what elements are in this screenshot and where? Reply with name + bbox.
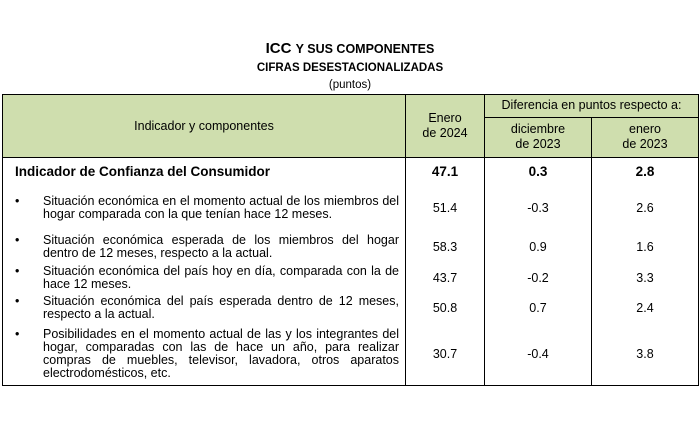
row-diff-enero: 3.3 [592, 263, 699, 293]
table-row [3, 231, 699, 263]
row-value: 43.7 [406, 263, 485, 293]
title-main: ICC [265, 40, 292, 57]
row-value: 58.3 [406, 231, 485, 263]
row-value: 30.7 [406, 323, 485, 386]
header-diciembre-2023 [485, 117, 592, 157]
row-label-text: Situación económica del país hoy en día, comparada con la de hace 12 meses. [43, 264, 399, 291]
table-row [3, 293, 699, 323]
header-diciembre-line1: diciembre [510, 122, 566, 137]
row-label-text: Situación económica en el momento actual de los miembros del hogar comparada con la que tenían hace 12 meses. [43, 194, 399, 221]
header-diciembre-line2: de 2023 [515, 137, 561, 152]
row-diff-enero: 2.8 [592, 158, 699, 186]
row-label [3, 231, 406, 263]
row-diff-diciembre: 0.7 [485, 293, 592, 323]
row-label [3, 185, 406, 231]
row-diff-enero: 2.6 [592, 185, 699, 231]
header-indicator: Indicador y componentes [3, 95, 406, 158]
table-subtitle: CIFRAS DESESTACIONALIZADAS [256, 62, 444, 74]
header-enero-2023 [592, 117, 699, 157]
header-enero-2024-line2: de 2024 [422, 126, 468, 140]
table-title [0, 40, 700, 57]
row-label [3, 323, 406, 386]
row-diff-diciembre: -0.4 [485, 323, 592, 386]
header-enero-2024 [406, 95, 485, 158]
row-diff-diciembre: -0.3 [485, 185, 592, 231]
bullet-icon: • [15, 327, 20, 341]
row-label: Indicador de Confianza del Consumidor [3, 158, 406, 186]
table-units: (puntos) [328, 79, 372, 91]
table-row [3, 263, 699, 293]
header-enero-2024-line1: Enero [428, 111, 462, 125]
icc-table [2, 94, 699, 386]
row-value: 51.4 [406, 185, 485, 231]
row-label [3, 263, 406, 293]
row-diff-enero: 2.4 [592, 293, 699, 323]
table-row [3, 323, 699, 386]
table-row [3, 185, 699, 231]
bullet-icon: • [15, 194, 20, 208]
row-diff-diciembre: 0.9 [485, 231, 592, 263]
bullet-icon: • [15, 233, 20, 247]
row-label-text: Situación económica del país esperada dentro de 12 meses, respecto a la actual. [43, 294, 399, 321]
table-row-icc [3, 158, 699, 186]
bullet-icon: • [15, 264, 20, 278]
header-enero-2023-line1: enero [629, 122, 661, 137]
header-enero-2023-line2: de 2023 [622, 137, 668, 152]
row-label-text: Situación económica esperada de los miembros del hogar dentro de 12 meses, respecto a la actual. [43, 233, 399, 260]
row-diff-enero: 3.8 [592, 323, 699, 386]
bullet-icon: • [15, 294, 20, 308]
row-label-text: Posibilidades en el momento actual de las y los integrantes del hogar, comparadas con las de hace un año, para realizar compras de muebles, televisor, lavadora, otros aparatos electrodomésticos, etc. [43, 327, 399, 380]
title-rest: Y SUS COMPONENTES [295, 42, 435, 56]
row-value: 50.8 [406, 293, 485, 323]
header-diferencia: Diferencia en puntos respecto a: [485, 95, 699, 118]
row-diff-diciembre: 0.3 [485, 158, 592, 186]
row-value: 47.1 [406, 158, 485, 186]
row-diff-enero: 1.6 [592, 231, 699, 263]
row-diff-diciembre: -0.2 [485, 263, 592, 293]
row-label [3, 293, 406, 323]
